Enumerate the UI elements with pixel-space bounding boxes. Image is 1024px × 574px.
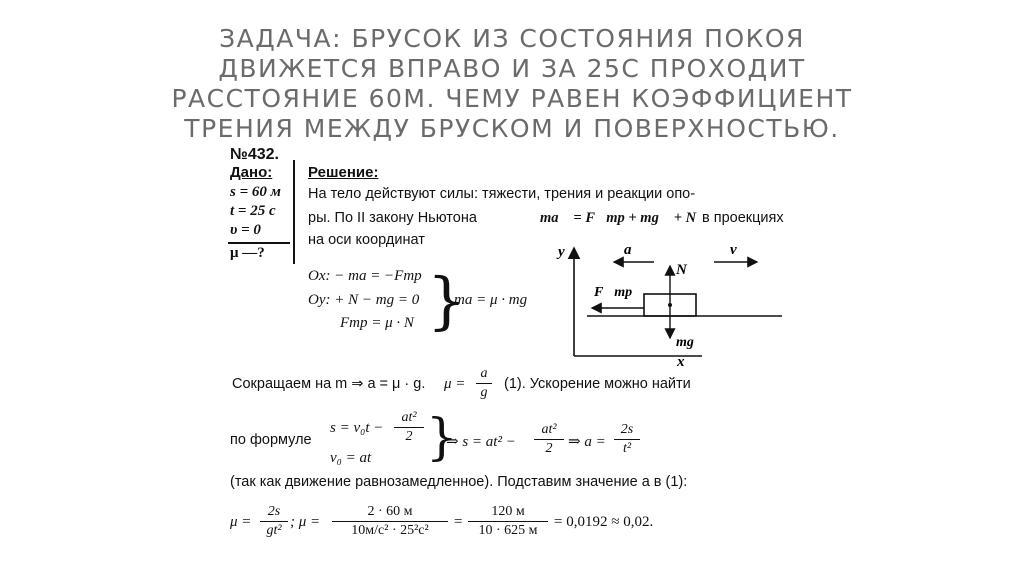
equals-sign: = — [454, 514, 463, 530]
y-axis-label: y — [558, 244, 565, 260]
calc-denominator-2: 10 · 625 м — [478, 523, 538, 538]
calc-numerator-1: 2 · 60 м — [367, 504, 413, 519]
system-brace: } — [427, 264, 467, 337]
implies-a: ⇒ a = — [568, 434, 606, 450]
given-t: t = 25 с — [230, 203, 276, 219]
mu-fraction-denominator: g — [480, 385, 488, 400]
problem-number: №432. — [230, 146, 279, 163]
formula-brace: } — [426, 408, 458, 466]
at2-numerator-2: at² — [541, 422, 557, 437]
at2-over-2-fraction-2 — [534, 422, 564, 457]
scanned-solution — [222, 142, 812, 542]
normal-force-label: N⃗ — [676, 262, 699, 278]
solution-text-2-end: в проекциях — [702, 210, 784, 226]
mu-fraction-numerator: a — [480, 366, 488, 381]
given-separator — [228, 242, 290, 244]
two-s-over-gt2-fraction — [260, 504, 288, 539]
solution-text-1: На тело действуют силы: тяжести, трения и реакции опо- — [308, 186, 696, 202]
s-equation-left: s = v₀t − — [330, 420, 384, 436]
v0-equation: v₀ = at — [330, 450, 372, 466]
two-s-numerator: 2s — [620, 422, 634, 437]
solution-label: Решение: — [308, 164, 379, 181]
final-answer: = 0,0192 ≈ 0,02. — [554, 514, 654, 530]
semicolon-mu: ; μ = — [290, 514, 321, 530]
cancel-text: Сокращаем на m ⇒ a = μ · g. — [232, 376, 426, 392]
given-v: υ = 0 — [230, 222, 261, 238]
friction-label: F⃗тр — [594, 285, 633, 300]
ox-equation: Ox: − ma = −Fтр — [308, 268, 422, 284]
at2-numerator: at² — [401, 410, 417, 425]
two-s-over-t2-fraction — [614, 422, 640, 457]
two-denominator: 2 — [405, 429, 413, 444]
oy-equation: Oy: + N − mg = 0 — [308, 292, 420, 308]
note-text: (так как движение равнозамедленное). Подставим значение a в (1): — [230, 474, 688, 490]
formula-label: по формуле — [230, 432, 312, 448]
at2-over-2-fraction — [394, 410, 424, 445]
given-label: Дано: — [230, 164, 273, 181]
x-axis-label: x — [677, 354, 685, 368]
title-line-4: ТРЕНИЯ МЕЖДУ БРУСКОМ И ПОВЕРХНОСТЬЮ. — [184, 114, 840, 143]
calc-fraction-2 — [468, 504, 548, 539]
title-line-2: ДВИЖЕТСЯ ВПРАВО И ЗА 25С ПРОХОДИТ — [218, 54, 806, 83]
force-diagram — [552, 238, 792, 368]
solution-text-2: ры. По II закону Ньютона — [308, 210, 477, 226]
find-mu: μ —? — [230, 245, 265, 261]
t2-denominator: t² — [622, 441, 632, 456]
acceleration-label: a⃗ — [624, 242, 644, 258]
calc-denominator-1: 10м/с² · 25²с² — [351, 523, 429, 538]
final-two-s: 2s — [267, 504, 281, 519]
calc-fraction-1 — [332, 504, 448, 539]
final-mu-lhs: μ = — [230, 514, 252, 530]
two-denominator-2: 2 — [545, 441, 553, 456]
slide-title — [0, 24, 1024, 144]
result-equation: ma = μ · mg — [454, 292, 528, 308]
gravity-label: mg⃗ — [676, 335, 705, 350]
solution-text-3: на оси координат — [308, 232, 425, 248]
given-s: s = 60 м — [230, 184, 281, 200]
mu-lhs: μ = — [444, 376, 466, 392]
calc-numerator-2: 120 м — [491, 504, 525, 519]
friction-equation: Fтр = μ · N — [340, 315, 414, 331]
accel-text: (1). Ускорение можно найти — [504, 376, 691, 392]
title-line-3: РАССТОЯНИЕ 60М. ЧЕМУ РАВЕН КОЭФФИЦИЕНТ — [171, 84, 853, 113]
title-line-1: ЗАДАЧА: БРУСОК ИЗ СОСТОЯНИЯ ПОКОЯ — [219, 24, 805, 53]
mu-fraction — [476, 366, 492, 401]
newton-equation: ma⃗ = F⃗тр + mg⃗ + N⃗ — [540, 210, 708, 226]
final-gt2: gt² — [266, 523, 282, 538]
given-vertical-line — [293, 160, 295, 264]
velocity-label: v⃗ — [730, 242, 749, 258]
implies-s: ⇒ s = at² − — [446, 434, 516, 450]
